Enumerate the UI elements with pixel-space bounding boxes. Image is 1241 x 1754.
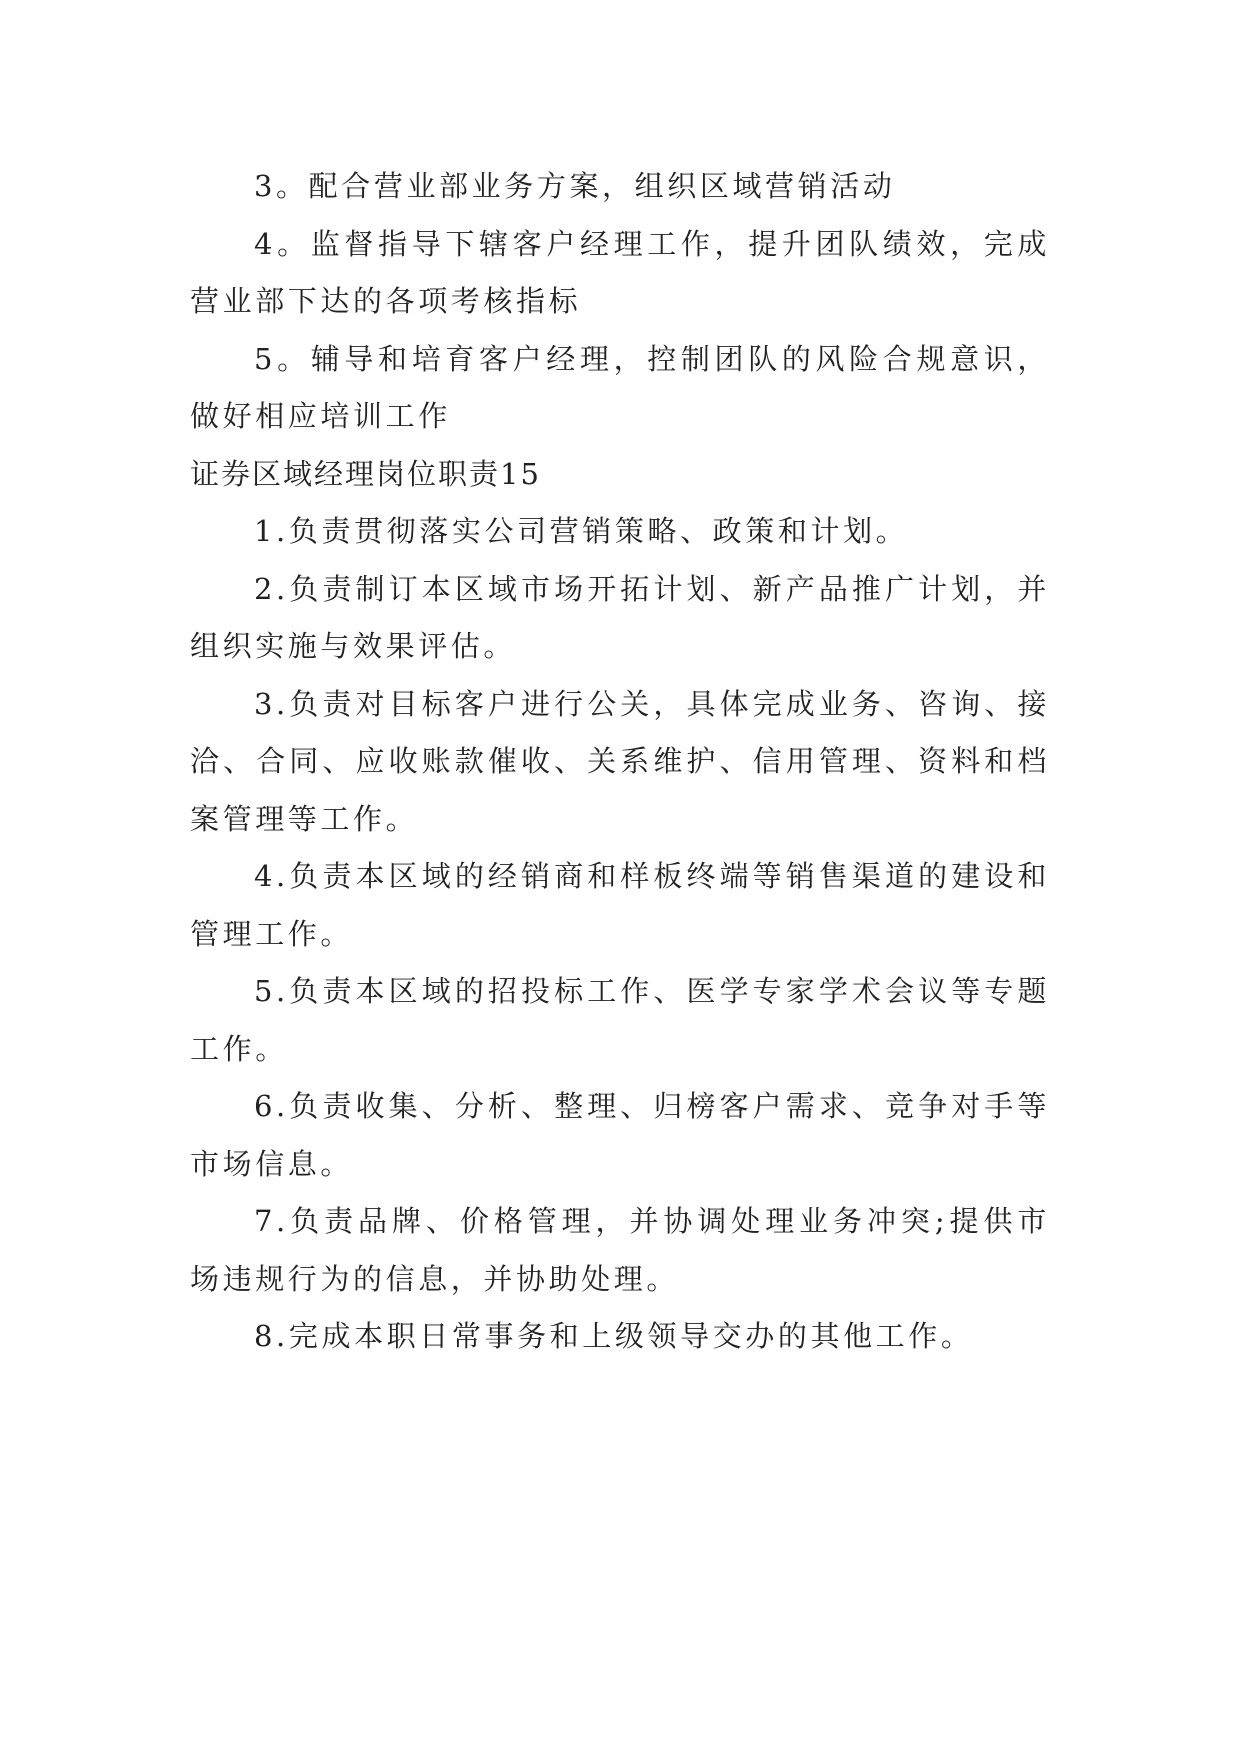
section-heading: 证券区域经理岗位职责15 — [190, 456, 541, 491]
paragraph-item-3: 3。配合营业部业务方案，组织区域营销活动 — [254, 169, 896, 203]
duty-item-7: 7.负责品牌、价格管理，并协调处理业务冲突;提供市场违规行为的信息，并协助处理。 — [190, 1204, 1050, 1296]
duty-item-6: 6.负责收集、分析、整理、归榜客户需求、竞争对手等市场信息。 — [190, 1089, 1050, 1181]
duty-item-5: 5.负责本区域的招投标工作、医学专家学术会议等专题工作。 — [190, 974, 1050, 1066]
duty-item-4: 4.负责本区域的经销商和样板终端等销售渠道的建设和管理工作。 — [190, 859, 1050, 951]
document-body — [190, 158, 1050, 1366]
duty-item-3: 3.负责对目标客户进行公关，具体完成业务、咨询、接洽、合同、应收账款催收、关系维护、信用管理、资料和档案管理等工作。 — [190, 686, 1050, 836]
paragraph-item-5: 5。辅导和培育客户经理，控制团队的风险合规意识，做好相应培训工作 — [190, 341, 1050, 433]
duty-item-2: 2.负责制订本区域市场开拓计划、新产品推广计划，并组织实施与效果评估。 — [190, 571, 1050, 663]
duty-item-1: 1.负责贯彻落实公司营销策略、政策和计划。 — [254, 514, 909, 548]
paragraph-item-4: 4。监督指导下辖客户经理工作，提升团队绩效，完成营业部下达的各项考核指标 — [190, 226, 1050, 318]
duty-item-8: 8.完成本职日常事务和上级领导交办的其他工作。 — [254, 1319, 974, 1353]
